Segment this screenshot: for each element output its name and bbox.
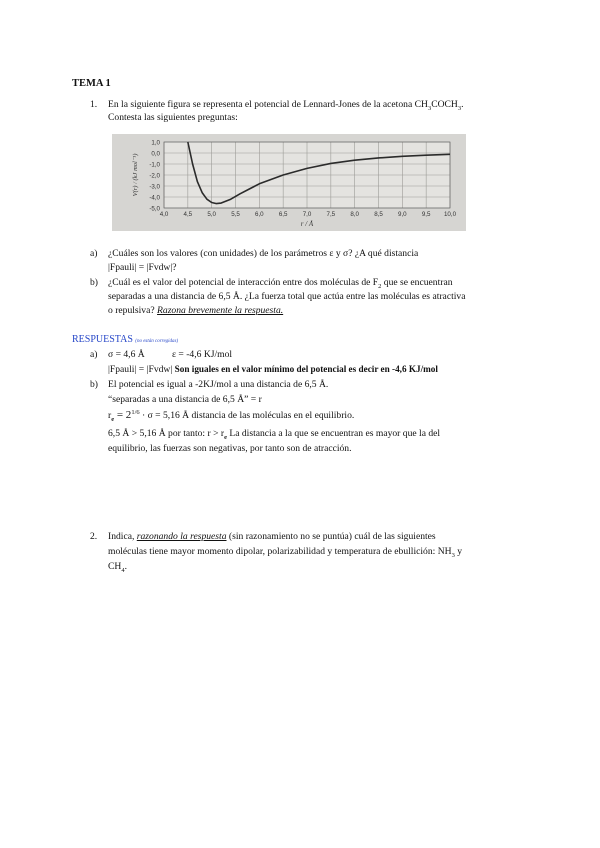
x-tick-label: 5,5: [231, 211, 240, 218]
x-tick-label: 4,5: [183, 211, 193, 218]
y-tick-label: -3,0: [149, 183, 160, 191]
x-tick-label: 4,0: [159, 211, 169, 218]
y-tick-label: -5,0: [149, 205, 160, 213]
y-axis-label: V(r) / (kJ mol⁻¹): [132, 153, 139, 197]
lennard-jones-chart: [112, 134, 466, 231]
answer-a-sigma: σ = 4,6 Å: [108, 349, 145, 360]
question-a-label: a): [90, 248, 98, 259]
x-tick-label: 9,0: [398, 211, 407, 218]
x-axis-label: r / Å: [300, 220, 314, 228]
x-tick-label: 9,5: [421, 211, 431, 218]
answer-a-label: a): [90, 349, 98, 360]
y-tick-label: -2,0: [149, 172, 160, 180]
x-tick-label: 10,0: [443, 211, 457, 218]
question-b-label: b): [90, 277, 98, 288]
answer-a-epsilon: ε = -4,6 KJ/mol: [172, 349, 233, 360]
x-tick-label: 8,0: [350, 211, 359, 218]
x-tick-label: 7,0: [302, 211, 312, 218]
question-1-line-1: En la siguiente figura se representa el potencial de Lennard-Jones de la acetona $CH_3COCH_3$.: [108, 99, 464, 112]
y-tick-label: 1,0: [151, 139, 160, 147]
answers-heading: RESPUESTAS (no están corregidas): [72, 334, 179, 345]
question-b-line-1: ¿Cuál es el valor del potencial de interacción entre dos moléculas de $F_2$ que se encuentran: [108, 277, 453, 290]
question-2-line-3: $CH_4$.: [108, 561, 127, 574]
y-tick-label: 0,0: [151, 150, 160, 158]
answer-b-line-3: $r_e = 2^{1/6} \cdot \sigma = 5,16$ Å distancia de las moléculas en el equilibrio.: [108, 408, 355, 423]
chart-svg: [112, 134, 466, 231]
question-1-number: 1.: [90, 99, 98, 110]
x-tick-label: 6,0: [255, 211, 264, 218]
x-tick-label: 8,5: [374, 211, 383, 218]
answer-b-line-2: “separadas a una distancia de 6,5 Å” = r: [108, 394, 262, 405]
question-2-line-2: moléculas tiene mayor momento dipolar, polarizabilidad y temperatura de ebullición: $NH_3$ y: [108, 546, 463, 559]
y-tick-label: -1,0: [149, 161, 160, 169]
answer-b-line-4: 6,5 Å > 5,16 Å por tanto: $r > r_e$ La distancia a la que se encuentran es mayor que la del: [108, 428, 441, 441]
x-tick-label: 7,5: [326, 211, 336, 218]
answer-b-line-1: El potencial es igual a -2KJ/mol a una distancia de 6,5 Å.: [108, 379, 329, 390]
question-a-line-1: ¿Cuáles son los valores (con unidades) de los parámetros ε y σ? ¿A qué distancia: [108, 248, 419, 259]
x-tick-label: 6,5: [278, 211, 288, 218]
answer-b-label: b): [90, 379, 98, 390]
y-tick-label: -4,0: [149, 194, 160, 202]
question-b-line-3: o repulsiva? Razona brevemente la respuesta.: [108, 305, 284, 316]
answers-note: (no están corregidas): [135, 339, 179, 344]
x-tick-label: 5,0: [207, 211, 216, 218]
page-heading: TEMA 1: [72, 78, 111, 89]
question-a-line-2: |Fpauli| = |Fvdw|?: [108, 262, 177, 273]
question-2-line-1: Indica, razonando la respuesta (sin razonamiento no se puntúa) cuál de las siguientes: [108, 531, 436, 542]
question-2-number: 2.: [90, 531, 98, 542]
answer-b-line-5: equilibrio, las fuerzas son negativas, por tanto son de atracción.: [108, 443, 352, 454]
answer-a-line-2: |Fpauli| = |Fvdw| Son iguales en el valor mínimo del potencial es decir en -4,6 KJ/mol: [108, 364, 438, 375]
question-1-line-2: Contesta las siguientes preguntas:: [108, 112, 238, 123]
question-b-line-2: separadas a una distancia de 6,5 Å. ¿La fuerza total que actúa entre las moléculas es atractiva: [108, 291, 466, 302]
